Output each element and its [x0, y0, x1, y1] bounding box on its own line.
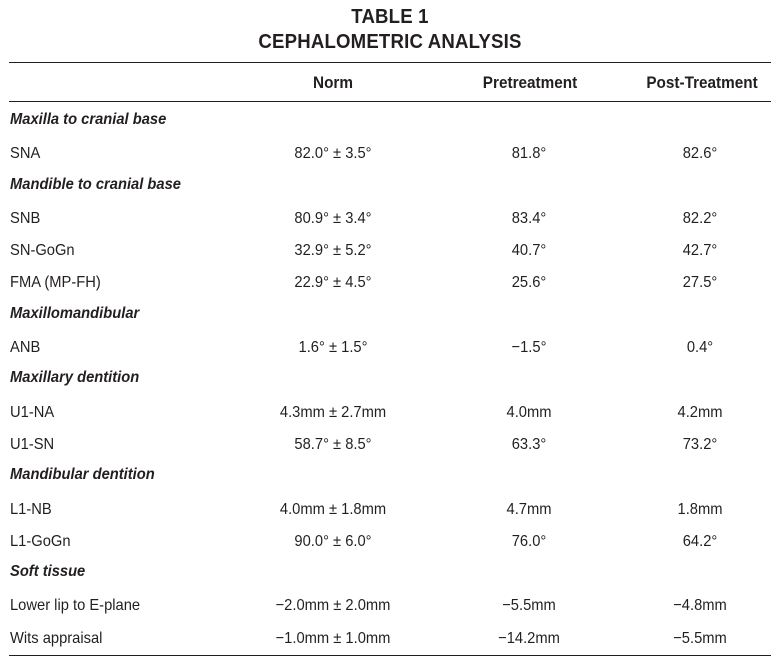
norm-cell: −1.0mm ± 1.0mm [275, 629, 391, 647]
column-header-norm: Norm [313, 73, 353, 92]
table-row [0, 331, 780, 363]
pretreatment-cell: 40.7° [511, 242, 547, 260]
section-label: Soft tissue [10, 563, 86, 581]
pretreatment-cell: −5.5mm [502, 597, 556, 615]
norm-cell: −2.0mm ± 2.0mm [275, 597, 391, 615]
section-label: Maxillomandibular [10, 304, 140, 322]
post-treatment-cell: 0.4° [686, 339, 714, 357]
pretreatment-cell: 83.4° [511, 209, 547, 227]
parameter-cell: U1-NA [10, 403, 55, 421]
post-treatment-cell: 82.2° [682, 209, 718, 227]
table-row [0, 493, 780, 525]
section-row [0, 299, 780, 331]
norm-cell: 32.9° ± 5.2° [294, 242, 372, 260]
post-treatment-cell: 73.2° [682, 435, 718, 453]
table-row [0, 622, 780, 654]
parameter-cell: Lower lip to E-plane [10, 597, 141, 615]
table-row [0, 396, 780, 428]
bottom-rule [9, 655, 771, 656]
norm-cell: 82.0° ± 3.5° [294, 145, 372, 163]
norm-cell: 22.9° ± 4.5° [294, 274, 372, 292]
section-label: Maxillary dentition [10, 369, 140, 387]
post-treatment-cell: 1.8mm [677, 500, 723, 518]
post-treatment-cell: −5.5mm [673, 629, 727, 647]
pretreatment-cell: 25.6° [511, 274, 547, 292]
post-treatment-cell: −4.8mm [673, 597, 727, 615]
parameter-cell: Wits appraisal [10, 629, 103, 647]
pretreatment-cell: −14.2mm [498, 629, 560, 647]
table-row [0, 234, 780, 266]
table-row [0, 589, 780, 621]
post-treatment-cell: 42.7° [682, 242, 718, 260]
section-row [0, 557, 780, 589]
pretreatment-cell: 4.0mm [506, 403, 552, 421]
section-label: Mandible to cranial base [10, 175, 181, 193]
pretreatment-cell: −1.5° [511, 339, 547, 357]
pretreatment-cell: 81.8° [511, 145, 547, 163]
table-row [0, 137, 780, 169]
column-header-post-treatment: Post-Treatment [646, 73, 758, 92]
table-body [0, 105, 780, 654]
post-treatment-cell: 64.2° [682, 532, 718, 550]
header-rule [9, 101, 771, 102]
section-row [0, 363, 780, 395]
pretreatment-cell: 63.3° [511, 435, 547, 453]
section-label: Mandibular dentition [10, 466, 155, 484]
norm-cell: 1.6° ± 1.5° [298, 339, 368, 357]
table-caption: CEPHALOMETRIC ANALYSIS [258, 31, 522, 53]
norm-cell: 58.7° ± 8.5° [294, 435, 372, 453]
parameter-cell: L1-NB [10, 500, 52, 518]
post-treatment-cell: 82.6° [682, 145, 718, 163]
table-row [0, 202, 780, 234]
post-treatment-cell: 4.2mm [677, 403, 723, 421]
norm-cell: 90.0° ± 6.0° [294, 532, 372, 550]
parameter-cell: U1-SN [10, 435, 55, 453]
column-header-pretreatment: Pretreatment [482, 73, 578, 92]
pretreatment-cell: 4.7mm [506, 500, 552, 518]
section-row [0, 170, 780, 202]
parameter-cell: SNA [10, 145, 41, 163]
pretreatment-cell: 76.0° [511, 532, 547, 550]
table-row [0, 428, 780, 460]
parameter-cell: SN-GoGn [10, 242, 75, 260]
section-label: Maxilla to cranial base [10, 111, 167, 128]
norm-cell: 4.0mm ± 1.8mm [279, 500, 387, 518]
parameter-cell: SNB [10, 209, 41, 227]
table-row [0, 525, 780, 557]
table-number: TABLE 1 [351, 6, 429, 28]
parameter-cell: FMA (MP-FH) [10, 274, 101, 292]
section-row [0, 105, 780, 137]
post-treatment-cell: 27.5° [682, 274, 718, 292]
column-header-row [0, 62, 780, 101]
parameter-cell: ANB [10, 339, 41, 357]
norm-cell: 4.3mm ± 2.7mm [279, 403, 387, 421]
norm-cell: 80.9° ± 3.4° [294, 209, 372, 227]
section-row [0, 460, 780, 492]
table-title [27, 0, 752, 55]
table-row [0, 266, 780, 298]
parameter-cell: L1-GoGn [10, 532, 71, 550]
